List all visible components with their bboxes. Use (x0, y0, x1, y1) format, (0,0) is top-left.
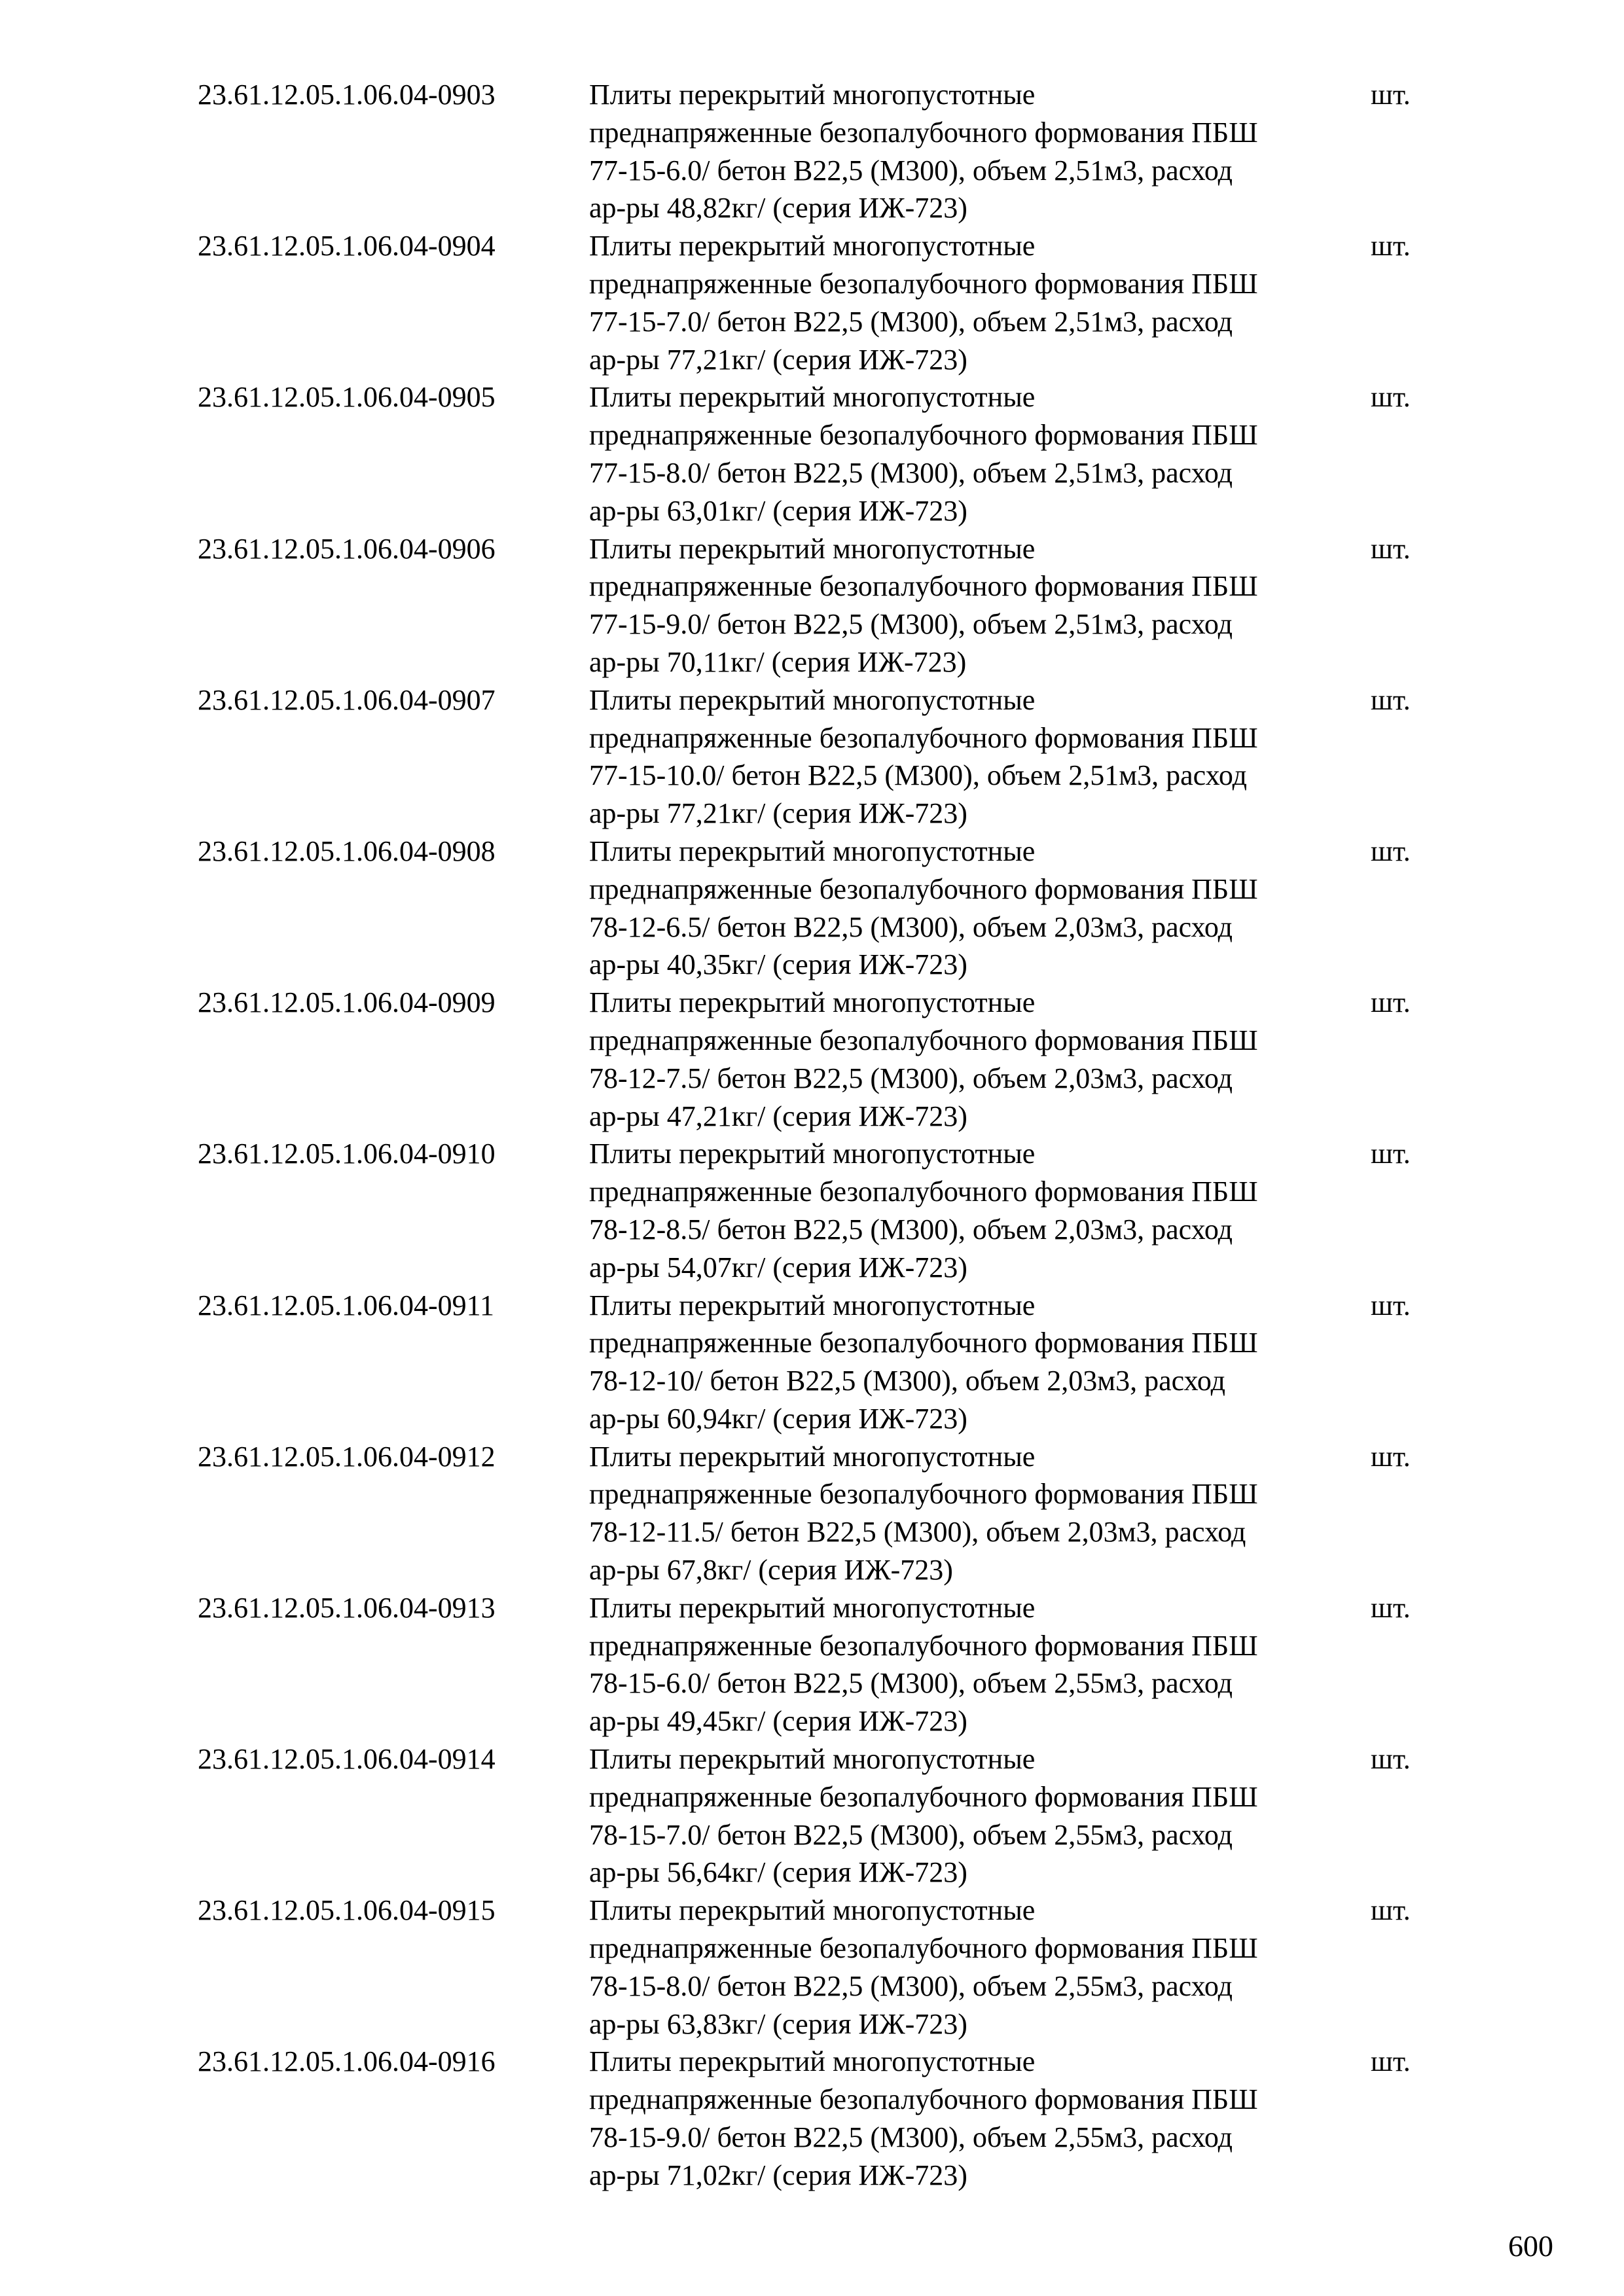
description-line: преднапряженные безопалубочного формования ПБШ (589, 1629, 1258, 1662)
description-line: 78-12-7.5/ бетон В22,5 (М300), объем 2,03м3, расход (589, 1062, 1233, 1094)
description-line: преднапряженные безопалубочного формования ПБШ (589, 721, 1258, 754)
item-unit: шт. (1371, 79, 1411, 111)
list-item (0, 378, 1624, 529)
item-code: 23.61.12.05.1.06.04-0909 (198, 986, 496, 1019)
description-line: Плиты перекрытий многопустотные (589, 230, 1036, 262)
description-line: Плиты перекрытий многопустотные (589, 2045, 1036, 2078)
item-unit: шт. (1371, 1440, 1411, 1473)
item-description (589, 681, 1375, 833)
description-line: преднапряженные безопалубочного формования ПБШ (589, 2083, 1258, 2116)
description-line: 78-15-7.0/ бетон В22,5 (М300), объем 2,55м3, расход (589, 1818, 1233, 1851)
description-line: Плиты перекрытий многопустотные (589, 1894, 1036, 1927)
description-line: Плиты перекрытий многопустотные (589, 986, 1036, 1019)
description-line: преднапряженные безопалубочного формования ПБШ (589, 570, 1258, 603)
item-description (589, 1892, 1375, 2043)
item-unit: шт. (1371, 1743, 1411, 1776)
item-unit: шт. (1371, 230, 1411, 262)
item-code: 23.61.12.05.1.06.04-0903 (198, 79, 496, 111)
description-line: Плиты перекрытий многопустотные (589, 1743, 1036, 1776)
item-description (589, 984, 1375, 1135)
description-line: Плиты перекрытий многопустотные (589, 79, 1036, 111)
item-code: 23.61.12.05.1.06.04-0907 (198, 683, 496, 716)
item-code: 23.61.12.05.1.06.04-0905 (198, 381, 496, 414)
item-code: 23.61.12.05.1.06.04-0912 (198, 1440, 496, 1473)
description-line: 78-12-11.5/ бетон В22,5 (М300), объем 2,03м3, расход (589, 1516, 1246, 1549)
description-line: 78-15-6.0/ бетон В22,5 (М300), объем 2,55м3, расход (589, 1667, 1233, 1700)
item-description (589, 227, 1375, 378)
price-list-entries (0, 76, 1624, 2195)
item-code: 23.61.12.05.1.06.04-0914 (198, 1743, 496, 1776)
description-line: ар-ры 60,94кг/ (серия ИЖ-723) (589, 1402, 967, 1435)
description-line: преднапряженные безопалубочного формования ПБШ (589, 116, 1258, 149)
list-item (0, 1589, 1624, 1740)
description-line: преднапряженные безопалубочного формования ПБШ (589, 1478, 1258, 1511)
description-line: 77-15-9.0/ бетон В22,5 (М300), объем 2,51м3, расход (589, 608, 1233, 641)
item-unit: шт. (1371, 1138, 1411, 1170)
description-line: 77-15-6.0/ бетон В22,5 (М300), объем 2,51м3, расход (589, 154, 1233, 187)
item-unit: шт. (1371, 683, 1411, 716)
description-line: ар-ры 48,82кг/ (серия ИЖ-723) (589, 192, 967, 224)
item-unit: шт. (1371, 1591, 1411, 1624)
item-description (589, 833, 1375, 984)
description-line: ар-ры 70,11кг/ (серия ИЖ-723) (589, 645, 967, 678)
item-code: 23.61.12.05.1.06.04-0904 (198, 230, 496, 262)
list-item (0, 1438, 1624, 1589)
description-line: ар-ры 49,45кг/ (серия ИЖ-723) (589, 1705, 967, 1738)
description-line: 77-15-8.0/ бетон В22,5 (М300), объем 2,51м3, расход (589, 456, 1233, 489)
description-line: ар-ры 54,07кг/ (серия ИЖ-723) (589, 1251, 967, 1283)
description-line: ар-ры 71,02кг/ (серия ИЖ-723) (589, 2159, 967, 2191)
item-description (589, 1438, 1375, 1589)
item-unit: шт. (1371, 834, 1411, 867)
item-description (589, 1740, 1375, 1892)
description-line: 78-15-8.0/ бетон В22,5 (М300), объем 2,55м3, расход (589, 1969, 1233, 2002)
item-description (589, 1287, 1375, 1438)
item-description (589, 76, 1375, 227)
description-line: преднапряженные безопалубочного формования ПБШ (589, 419, 1258, 452)
list-item (0, 1287, 1624, 1438)
description-line: преднапряженные безопалубочного формования ПБШ (589, 1024, 1258, 1056)
list-item (0, 76, 1624, 227)
item-description (589, 378, 1375, 529)
description-line: 77-15-10.0/ бетон В22,5 (М300), объем 2,51м3, расход (589, 759, 1248, 792)
page-number: 600 (1508, 2229, 1553, 2263)
item-code: 23.61.12.05.1.06.04-0916 (198, 2045, 496, 2078)
description-line: 78-15-9.0/ бетон В22,5 (М300), объем 2,55м3, расход (589, 2121, 1233, 2154)
description-line: преднапряженные безопалубочного формования ПБШ (589, 1175, 1258, 1208)
item-unit: шт. (1371, 2045, 1411, 2078)
item-unit: шт. (1371, 1894, 1411, 1927)
list-item (0, 1135, 1624, 1286)
description-line: Плиты перекрытий многопустотные (589, 683, 1036, 716)
description-line: ар-ры 67,8кг/ (серия ИЖ-723) (589, 1554, 953, 1587)
list-item (0, 833, 1624, 984)
item-unit: шт. (1371, 381, 1411, 414)
description-line: 77-15-7.0/ бетон В22,5 (М300), объем 2,51м3, расход (589, 305, 1233, 338)
description-line: Плиты перекрытий многопустотные (589, 834, 1036, 867)
list-item (0, 681, 1624, 833)
description-line: Плиты перекрытий многопустотные (589, 532, 1036, 565)
description-line: Плиты перекрытий многопустотные (589, 1440, 1036, 1473)
list-item (0, 530, 1624, 681)
item-code: 23.61.12.05.1.06.04-0913 (198, 1591, 496, 1624)
description-line: преднапряженные безопалубочного формования ПБШ (589, 267, 1258, 300)
item-description (589, 530, 1375, 681)
description-line: Плиты перекрытий многопустотные (589, 1289, 1036, 1321)
item-description (589, 2043, 1375, 2194)
description-line: преднапряженные безопалубочного формования ПБШ (589, 1327, 1258, 1359)
description-line: ар-ры 77,21кг/ (серия ИЖ-723) (589, 343, 967, 376)
description-line: ар-ры 47,21кг/ (серия ИЖ-723) (589, 1100, 967, 1132)
description-line: 78-12-6.5/ бетон В22,5 (М300), объем 2,03м3, расход (589, 910, 1233, 943)
description-line: ар-ры 40,35кг/ (серия ИЖ-723) (589, 948, 967, 981)
description-line: Плиты перекрытий многопустотные (589, 381, 1036, 414)
description-line: 78-12-8.5/ бетон В22,5 (М300), объем 2,03м3, расход (589, 1213, 1233, 1246)
item-unit: шт. (1371, 1289, 1411, 1321)
list-item (0, 984, 1624, 1135)
description-line: преднапряженные безопалубочного формования ПБШ (589, 872, 1258, 905)
description-line: ар-ры 77,21кг/ (серия ИЖ-723) (589, 797, 967, 830)
description-line: ар-ры 56,64кг/ (серия ИЖ-723) (589, 1856, 967, 1889)
item-unit: шт. (1371, 532, 1411, 565)
item-code: 23.61.12.05.1.06.04-0911 (198, 1289, 495, 1321)
description-line: преднапряженные безопалубочного формования ПБШ (589, 1780, 1258, 1813)
list-item (0, 1892, 1624, 2043)
list-item (0, 227, 1624, 378)
description-line: преднапряженные безопалубочного формования ПБШ (589, 1932, 1258, 1965)
description-line: ар-ры 63,83кг/ (серия ИЖ-723) (589, 2007, 967, 2040)
item-description (589, 1589, 1375, 1740)
item-unit: шт. (1371, 986, 1411, 1019)
item-description (589, 1135, 1375, 1286)
description-line: Плиты перекрытий многопустотные (589, 1138, 1036, 1170)
item-code: 23.61.12.05.1.06.04-0915 (198, 1894, 496, 1927)
item-code: 23.61.12.05.1.06.04-0908 (198, 834, 496, 867)
list-item (0, 1740, 1624, 1892)
item-code: 23.61.12.05.1.06.04-0910 (198, 1138, 496, 1170)
description-line: ар-ры 63,01кг/ (серия ИЖ-723) (589, 494, 967, 527)
item-code: 23.61.12.05.1.06.04-0906 (198, 532, 496, 565)
description-line: Плиты перекрытий многопустотные (589, 1591, 1036, 1624)
description-line: 78-12-10/ бетон В22,5 (М300), объем 2,03м3, расход (589, 1365, 1226, 1397)
list-item (0, 2043, 1624, 2194)
